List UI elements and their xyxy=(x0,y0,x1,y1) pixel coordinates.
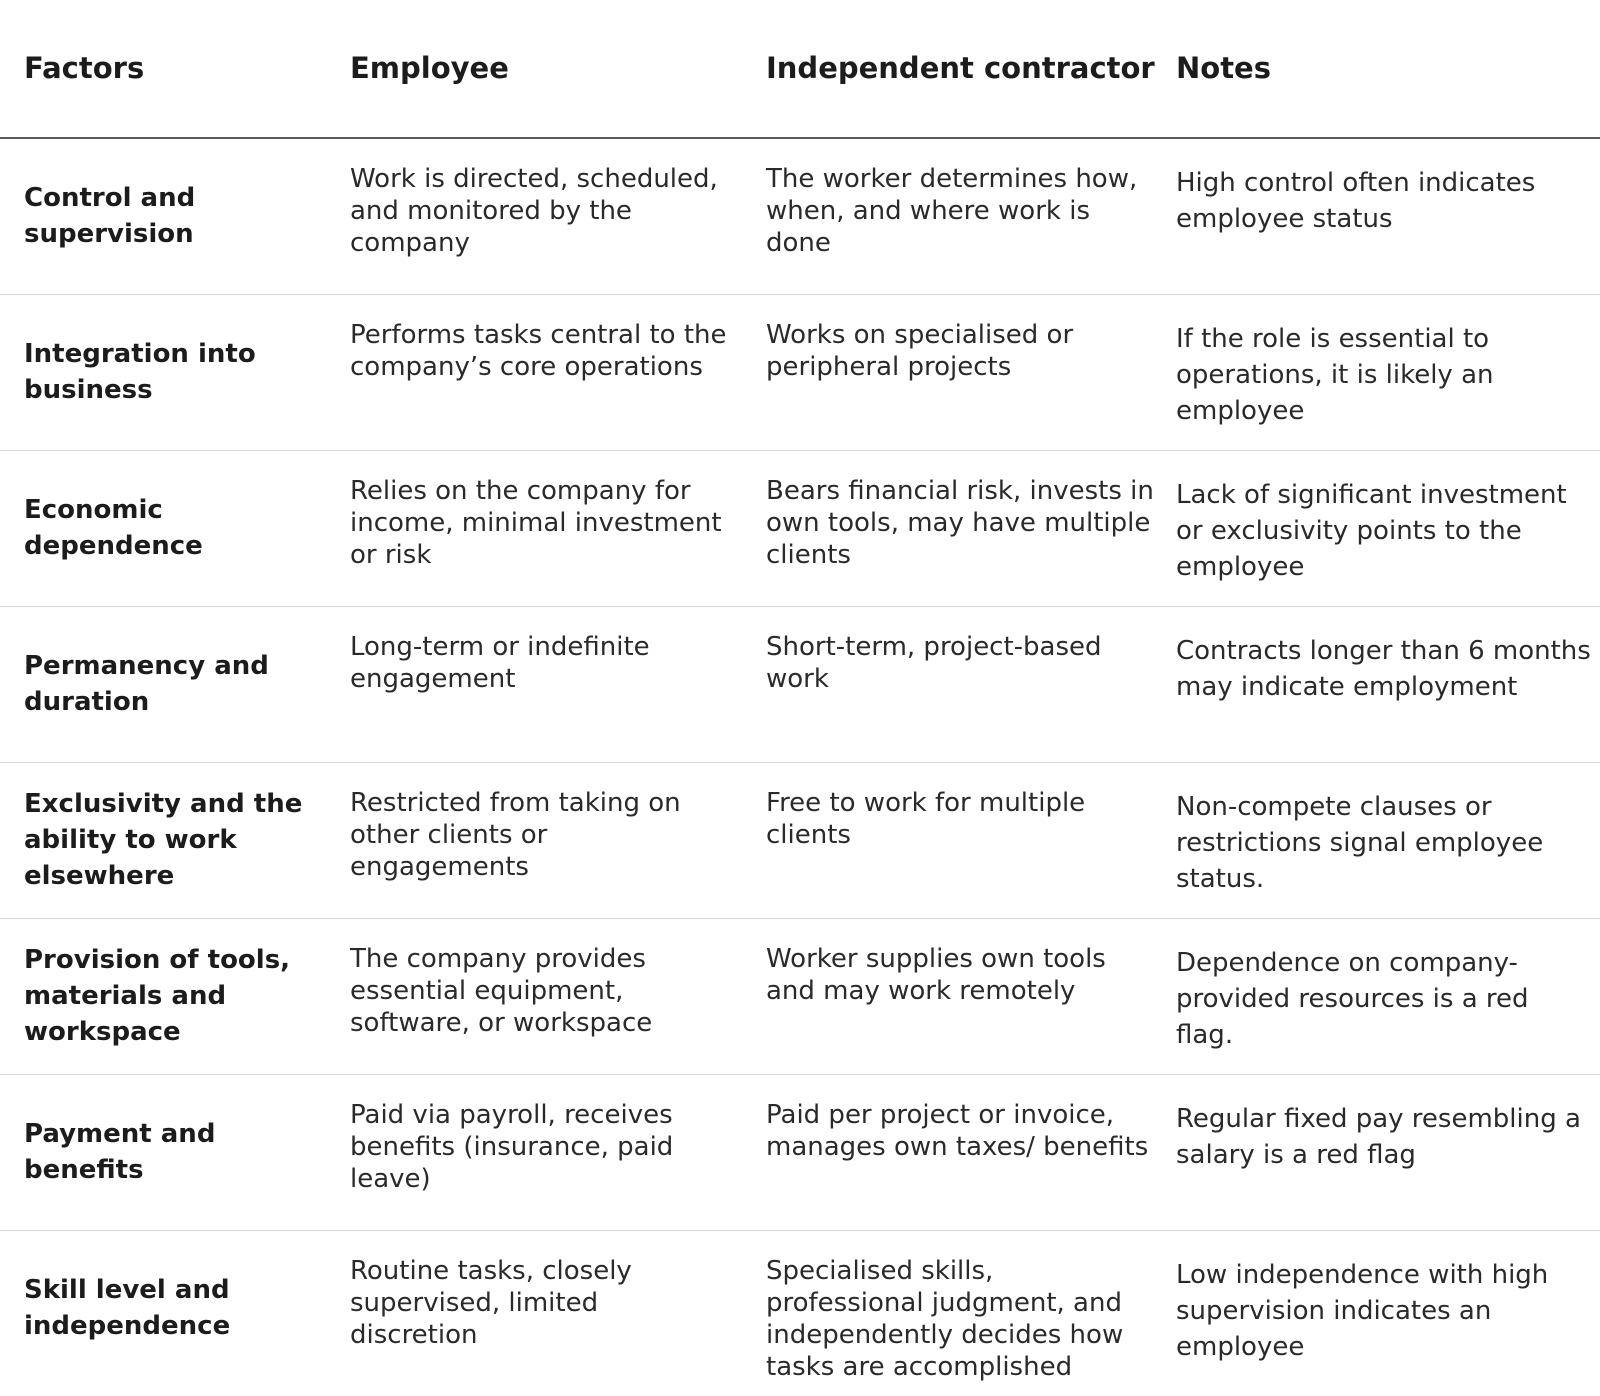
employee-cell: The company provides essential equipment, software, or workspace xyxy=(328,918,752,1074)
employee-cell: Restricted from taking on other clients or engagements xyxy=(328,762,752,918)
factor-cell: Skill level and independence xyxy=(24,1275,231,1342)
table-row xyxy=(0,294,1600,450)
header-independent-contractor: Independent contractor xyxy=(752,0,1176,138)
factor-cell: Control and supervision xyxy=(0,138,328,294)
table-row xyxy=(0,1074,1600,1230)
factor-cell: Economic dependence xyxy=(0,450,328,606)
contractor-cell: Free to work for multiple clients xyxy=(752,762,1176,918)
notes-cell: Lack of significant investment or exclusivity points to the employee xyxy=(1176,450,1600,606)
header-row xyxy=(0,0,1600,138)
notes-cell: Dependence on company-provided resources is a red flag. xyxy=(1176,918,1600,1074)
factor-cell: Integration into business xyxy=(0,294,328,450)
header-employee: Employee xyxy=(328,0,752,138)
table-row xyxy=(0,138,1600,294)
table-row xyxy=(0,762,1600,918)
notes-cell: Regular fixed pay resembling a salary is a red flag xyxy=(1176,1074,1600,1230)
header-notes: Notes xyxy=(1176,0,1600,138)
table-row xyxy=(0,450,1600,606)
contractor-cell: Works on specialised or peripheral projects xyxy=(752,294,1176,450)
header-factors: Factors xyxy=(0,0,328,138)
contractor-cell: Worker supplies own tools and may work remotely xyxy=(752,918,1176,1074)
table-row xyxy=(0,918,1600,1074)
employee-cell: Work is directed, scheduled, and monitored by the company xyxy=(328,138,752,294)
contractor-cell: The worker determines how, when, and where work is done xyxy=(752,138,1176,294)
employee-cell: Relies on the company for income, minimal investment or risk xyxy=(328,450,752,606)
notes-cell: Non-compete clauses or restrictions signal employee status. xyxy=(1176,762,1600,918)
table-header xyxy=(0,0,1600,138)
contractor-cell: Short-term, project-based work xyxy=(752,606,1176,762)
employee-cell: Routine tasks, closely supervised, limited discretion xyxy=(350,1255,632,1350)
notes-cell: High control often indicates employee status xyxy=(1176,138,1600,294)
table-row xyxy=(0,606,1600,762)
notes-cell: Contracts longer than 6 months may indicate employment xyxy=(1176,606,1600,762)
contractor-cell: Bears financial risk, invests in own tools, may have multiple clients xyxy=(752,450,1176,606)
employee-cell: Long-term or indefinite engagement xyxy=(328,606,752,762)
employee-cell: Performs tasks central to the company’s core operations xyxy=(328,294,752,450)
factor-cell: Permanency and duration xyxy=(0,606,328,762)
employee-cell: Paid via payroll, receives benefits (insurance, paid leave) xyxy=(328,1074,752,1230)
notes-cell: Low independence with high supervision indicates an employee xyxy=(1176,1259,1549,1362)
notes-cell: If the role is essential to operations, it is likely an employee xyxy=(1176,294,1600,450)
table-body xyxy=(0,138,1600,1386)
factor-cell: Provision of tools, materials and workspace xyxy=(0,918,328,1074)
contractor-cell: Paid per project or invoice, manages own taxes/ benefits xyxy=(752,1074,1176,1230)
contractor-cell: Specialised skills, professional judgment, and independently decides how tasks are accomplished xyxy=(766,1255,1124,1382)
table-row xyxy=(0,1230,1600,1386)
factor-cell: Payment and benefits xyxy=(0,1074,328,1230)
factor-cell: Exclusivity and the ability to work elsewhere xyxy=(0,762,328,918)
